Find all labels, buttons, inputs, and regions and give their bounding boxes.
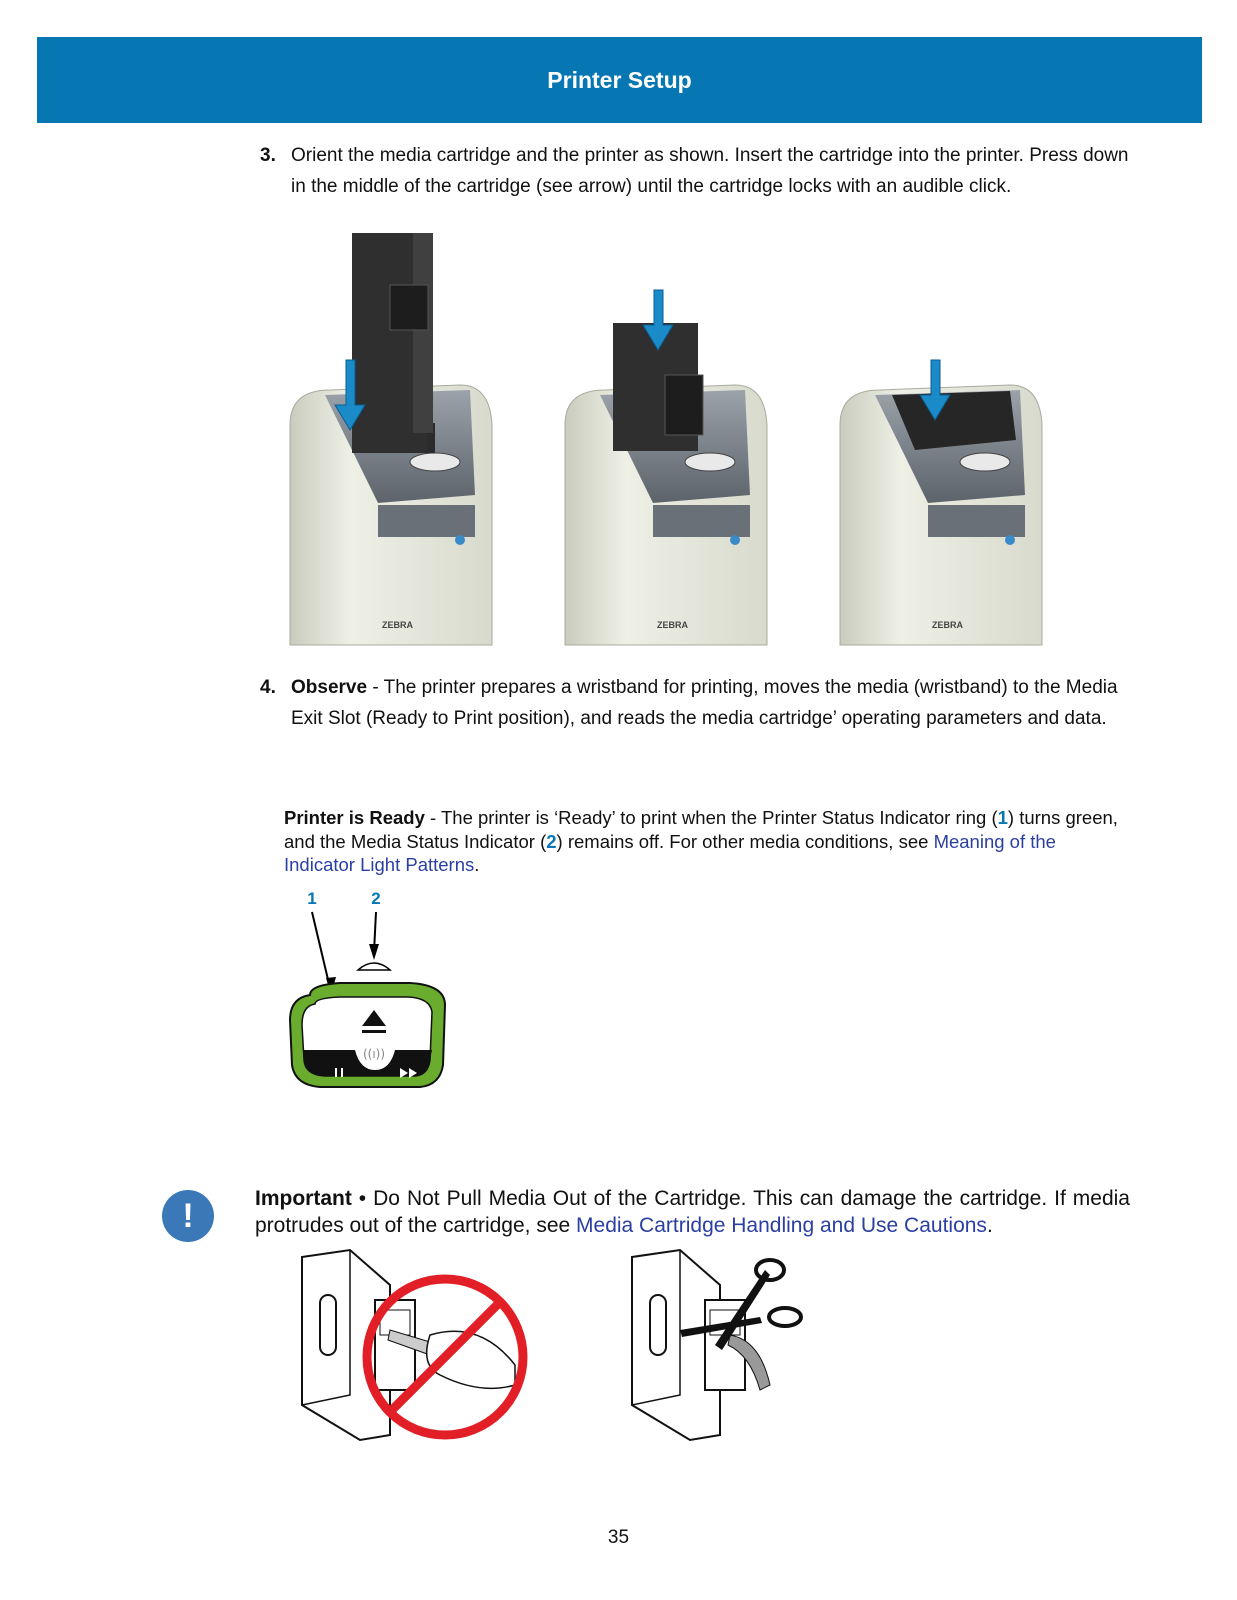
important-text: . [986,1214,993,1237]
important-icon: ! [162,1190,214,1242]
svg-text:((ı)): ((ı)) [362,1047,386,1061]
status-indicator-diagram [280,880,480,1100]
callout-label-2: 2 [371,889,381,908]
printer-step-b [565,290,767,645]
ready-text: - The printer is ‘Ready’ to print when the Printer Status Indicator ring ( [424,807,998,828]
brand-label: ZEBRA [657,620,688,630]
step-bold-label: Observe [291,677,368,698]
printer-ready-paragraph [284,806,1124,877]
step-text: Orient the media cartridge and the printer as shown. Insert the cartridge into the printer. Press down in the middle of the cartridge (see arrow) until the cartridge locks with an audible click. [291,145,1129,197]
ready-text: ) turns green, and the Media Status Indicator ( [284,807,1118,852]
step-text [291,672,1130,734]
important-text: • Do Not Pull Media Out of the Cartridge. This can damage the cartridge. If media protrudes out of the cartridge, see [255,1187,1130,1237]
important-note [255,1185,1130,1239]
media-cautions-link[interactable]: Media Cartridge Handling and Use Cautions [576,1214,987,1237]
header-bar [37,37,1202,123]
brand-label: ZEBRA [932,620,963,630]
brand-label: ZEBRA [382,620,413,630]
step-number: 3. [260,145,276,166]
step-body: - The printer prepares a wristband for printing, moves the media (wristband) to the Media Exit Slot (Ready to Print position), and reads the media cartridge’ operating parameters and data. [291,677,1118,729]
callout-ref-1: 1 [997,807,1008,828]
step-number: 4. [260,677,276,698]
printer-step-c [840,360,1042,645]
ready-text: ) remains off. For other media conditions, see [556,830,934,852]
ready-label: Printer is Ready [284,807,425,828]
indicator-patterns-link[interactable]: Meaning of the Indicator Light Patterns [284,830,1056,875]
step-4 [260,672,1130,734]
page-number: 35 [607,1527,630,1548]
callout-label-1: 1 [307,889,317,908]
do-not-pull-media-illustration [290,1245,550,1460]
step-3 [260,140,1130,202]
printer-insertion-illustration [270,225,1060,660]
callout-ref-2: 2 [546,830,557,852]
printer-step-a [290,233,492,645]
ready-text: . [474,854,480,875]
page-title: Printer Setup [547,66,692,93]
important-label: Important [255,1187,352,1210]
cut-media-illustration [620,1245,820,1460]
